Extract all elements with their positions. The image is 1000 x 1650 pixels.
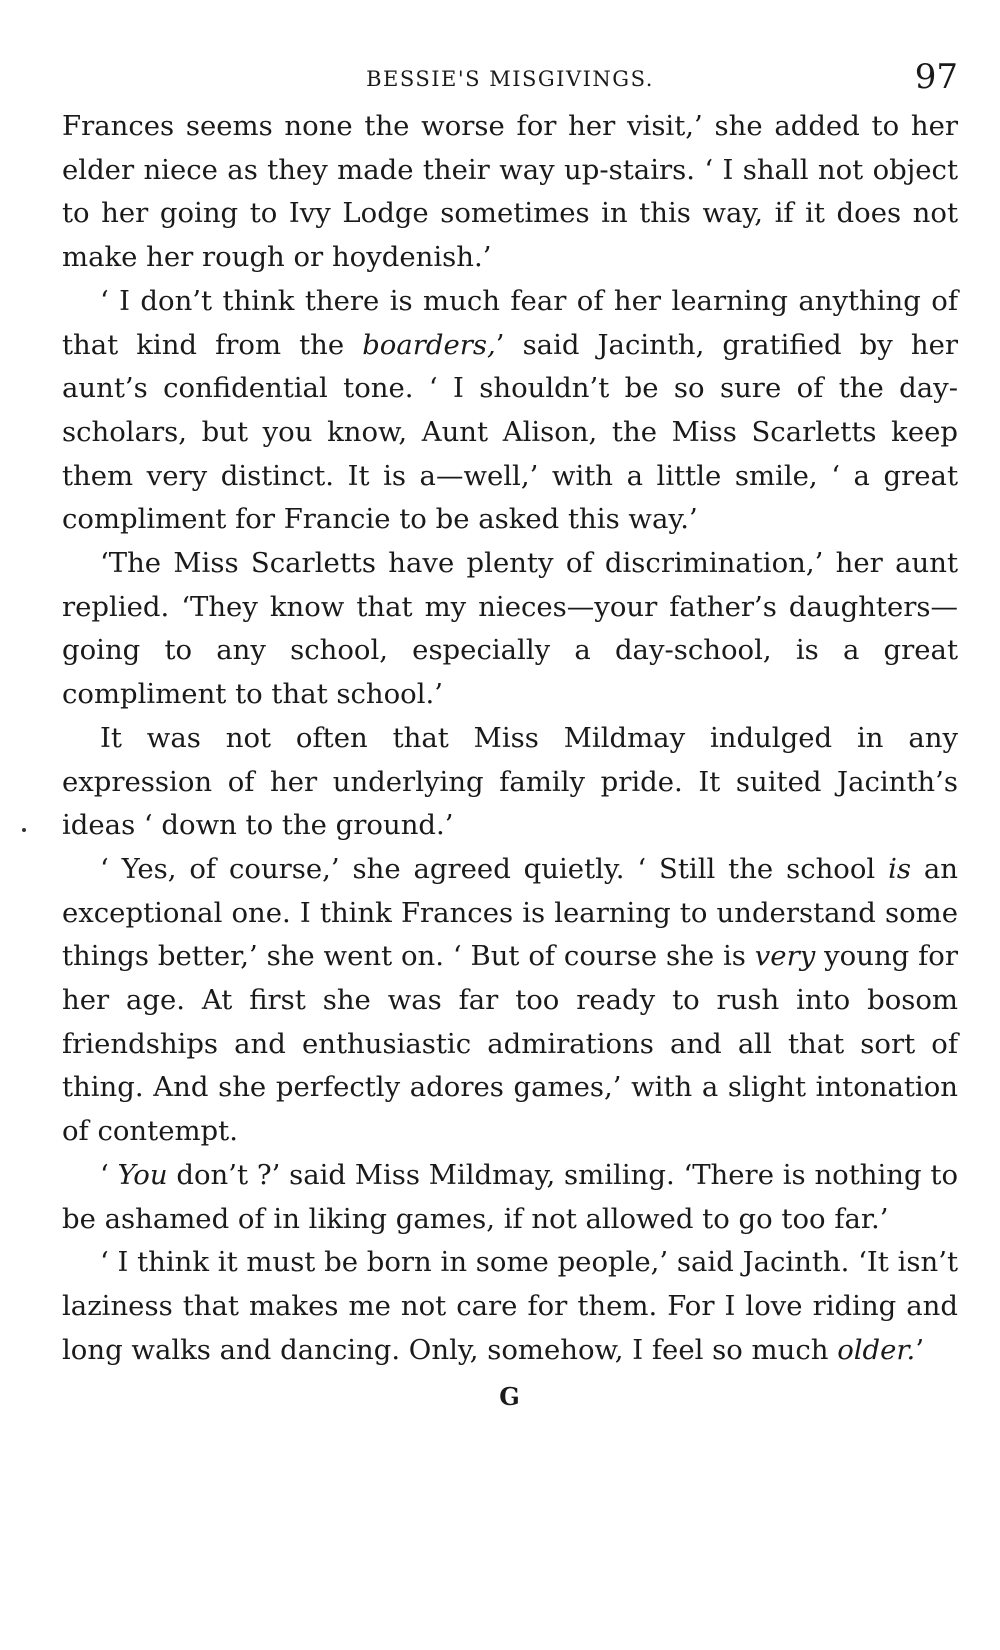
paragraph [62, 848, 958, 1154]
text-run: don’t ?’ said Miss Mildmay, smiling. ‘There is nothing to be ashamed of in liking games, if not allowed to go too far.’ [62, 1158, 959, 1235]
text-run: ’ said Jacinth, gratified by her aunt’s confidential tone. ‘ I shouldn’t be so sure of the day-scholars, but you know, Aunt Alison, the Miss Scarletts keep them very distinct. It is a—well,’ with a little smile, ‘ a great compliment for Francie to be asked this way.’ [62, 328, 958, 536]
page-number: 97 [914, 57, 958, 97]
book-page [62, 55, 958, 1615]
italic-text: You [117, 1158, 168, 1191]
text-run: ‘ I don’t think there is much fear of her learning anything of that kind from the [62, 284, 958, 361]
paragraph [62, 1154, 958, 1241]
text-run: an exceptional one. I think Frances is learning to understand some things better,’ she went on. ‘ But of course she is [62, 852, 958, 973]
paragraph [62, 717, 958, 848]
paragraph [62, 105, 958, 280]
margin-speck [22, 828, 26, 832]
paragraph [62, 280, 958, 542]
body-text [62, 105, 958, 1372]
paragraph [62, 542, 958, 717]
text-run: ‘ [100, 1158, 118, 1191]
italic-text: boarders, [362, 328, 496, 361]
running-head [62, 55, 958, 105]
chapter-running-title: BESSIE'S MISGIVINGS. [366, 67, 654, 91]
paragraph [62, 1241, 958, 1372]
italic-text: very [754, 940, 816, 973]
italic-text: is [888, 852, 912, 885]
text-run: ‘ I think it must be born in some people,’ said Jacinth. ‘It isn’t laziness that makes me not care for them. For I love riding and long walks and dancing. Only, somehow, I feel so much [62, 1246, 958, 1366]
text-run: young for her age. At first she was far too ready to rush into bosom friendships and enthusiastic admirations and all that sort of thing. And she perfectly adores games,’ with a slight intonation of contempt. [62, 940, 959, 1148]
italic-text: older. [837, 1333, 916, 1366]
text-run: ‘The Miss Scarletts have plenty of discrimination,’ her aunt replied. ‘They know that my nieces—your father’s daughters—going to any school, especially a day-school, is a great compliment to that school.’ [62, 547, 958, 711]
signature-mark: G [499, 1382, 521, 1412]
text-run: It was not often that Miss Mildmay indulged in any expression of her underlying family pride. It suited Jacinth’s ideas ‘ down to the ground.’ [62, 721, 958, 842]
text-run: ‘ Yes, of course,’ she agreed quietly. ‘ Still the school [100, 852, 889, 885]
text-run: ’ [915, 1333, 925, 1366]
text-run: Frances seems none the worse for her visit,’ she added to her elder niece as they made their way up-stairs. ‘ I shall not object to her going to Ivy Lodge sometimes in this way, if it does not make her rough or hoydenish.’ [62, 110, 958, 274]
